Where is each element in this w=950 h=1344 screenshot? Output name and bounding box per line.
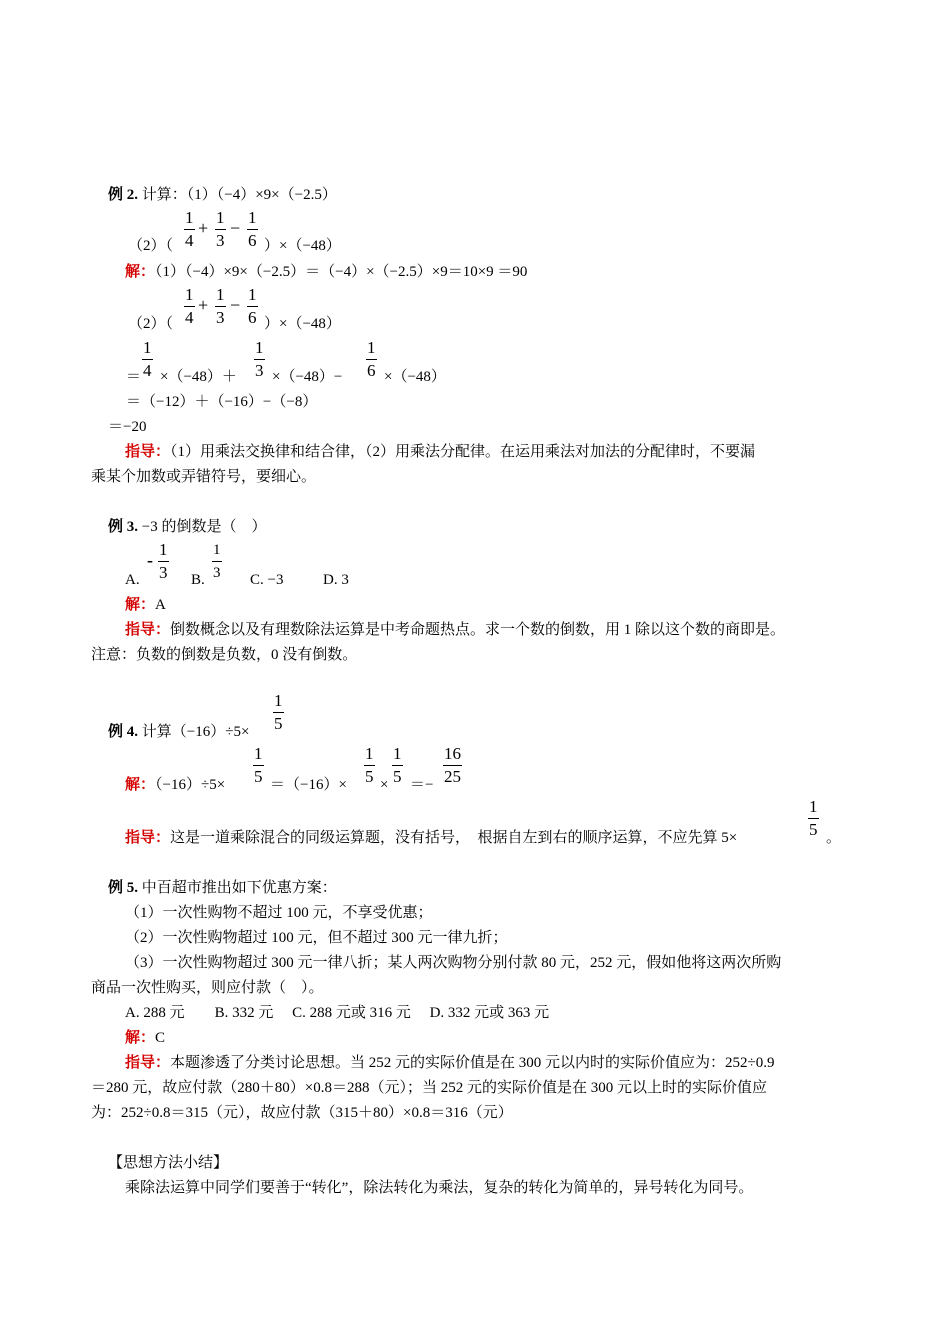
ex2-sol-frac-c: 1 6 [248,285,257,327]
ex2-q2-minus: − [230,218,241,238]
ex4-sol-frac-1: 1 5 [254,744,263,786]
ex5-solution [125,1029,165,1047]
ex4-question-text: 计算（−16）÷5× [138,724,250,740]
ex3-sol-label: 解： [125,597,156,613]
ex2-sol-frac-a: 1 4 [185,285,194,327]
ex5-guide-line-3: 为：252÷0.8＝315（元），故应付款（315＋80）×0.8＝316（元） [91,1105,513,1121]
ex3-option-a-sign: - [147,550,153,570]
ex2-step1-m2: ×（−48）− [272,369,343,385]
ex5-intro-text: 中百超市推出如下优惠方案： [138,880,337,896]
ex4-guide-text: 这是一道乘除混合的同级运算题，没有括号， 根据自左到右的顺序运算，不应先算 5× [170,830,738,846]
ex2-q2-open: （2）（ [128,238,174,254]
ex3-answer: A [155,597,166,613]
ex4-sol-frac-3: 1 5 [393,744,402,786]
ex2-sol2-close: ）×（−48） [264,316,341,332]
ex2-sol-plus: + [198,295,209,315]
ex3-question [108,518,266,536]
ex2-step1-frac-b: 1 3 [255,338,264,380]
ex3-label: 例 3. [108,519,139,535]
ex3-guide-label: 指导： [125,622,171,638]
ex2-solution-1 [125,263,527,281]
ex3-question-text: −3 的倒数是（ ） [138,519,267,535]
ex5-guide-line-2: ＝280 元，故应付款（280＋80）×0.8＝288（元）；当 252 元的实际价值是在 300 元以上时的实际价值应 [91,1080,767,1096]
ex3-option-a-frac: 1 3 [159,540,168,582]
ex4-guide-frac: 1 5 [809,797,818,839]
ex4-sol-result-frac: 16 25 [444,744,461,786]
ex3-guide-line-1 [125,621,785,639]
ex2-q2-frac-b: 1 3 [216,208,225,250]
ex2-sol1-text: （1）（−4）×9×（−2.5）＝（−4）×（−2.5）×9＝10×9 ＝90 [155,264,528,280]
ex4-sol-label: 解： [125,777,156,793]
ex3-option-d: D. 3 [323,572,349,588]
ex4-solution-start [125,776,225,794]
ex5-rule-2: （2）一次性购物超过 100 元，但不超过 300 元一律九折； [125,930,508,946]
ex2-guide-line-2: 乘某个加数或弄错符号，要细心。 [91,469,317,485]
ex3-option-b-frac: 1 3 [213,542,221,581]
ex5-rule-1: （1）一次性购物不超过 100 元，不享受优惠； [125,905,433,921]
ex2-step2: ＝（−12）＋（−16）−（−8） [126,394,318,410]
ex5-options: A. 288 元 B. 332 元 C. 288 元或 316 元 D. 332 元或 363 元 [125,1005,550,1021]
ex5-guide-line-1 [125,1054,775,1072]
ex3-option-c: C. −3 [250,572,284,588]
ex4-guide-end: 。 [826,830,842,846]
ex2-q1-text: 计算：（1）（−4）×9×（−2.5） [138,187,337,203]
ex5-answer: C [155,1030,166,1046]
ex2-label: 例 2. [108,187,139,203]
ex2-guide-line-1 [125,443,755,461]
ex2-step1-m3: ×（−48） [384,369,446,385]
ex3-guide-line-2: 注意：负数的倒数是负数，0 没有倒数。 [91,647,358,663]
ex5-rule-3-line-1: （3）一次性购物超过 300 元一律八折；某人两次购物分别付款 80 元，252 元，假如他将这两次所购 [125,955,782,971]
ex2-step1-m1: ×（−48）＋ [160,369,237,385]
ex2-step3: ＝−20 [108,419,147,435]
ex4-sol-times: × [380,777,389,793]
ex2-sol-label: 解： [125,264,156,280]
ex4-sol-part1: （−16）÷5× [155,777,226,793]
ex5-guide-text-1: 本题渗透了分类讨论思想。当 252 元的实际价值是在 300 元以内时的实际价值应为：252÷0.9 [170,1055,775,1071]
ex2-guide-text-1: （1）用乘法交换律和结合律，（2）用乘法分配律。在运用乘法对加法的分配律时，不要漏 [170,444,756,460]
ex2-step1-eq: ＝ [126,369,142,385]
ex4-question [108,723,249,741]
ex2-guide-label: 指导： [125,444,171,460]
ex3-solution [125,596,166,614]
ex3-option-a-label: A. [125,572,140,588]
ex5-guide-label: 指导： [125,1055,171,1071]
ex4-label: 例 4. [108,724,139,740]
ex5-label: 例 5. [108,880,139,896]
ex2-question-1 [108,186,337,204]
ex2-q2-plus: + [198,218,209,238]
ex2-step1-frac-c: 1 6 [367,338,376,380]
ex2-q2-close: ）×（−48） [264,238,341,254]
ex2-q2-frac-a: 1 4 [185,208,194,250]
summary-text: 乘除法运算中同学们要善于“转化”，除法转化为乘法，复杂的转化为简单的，异号转化为同号。 [125,1180,754,1196]
ex5-sol-label: 解： [125,1030,156,1046]
ex3-guide-text-1: 倒数概念以及有理数除法运算是中考命题热点。求一个数的倒数，用 1 除以这个数的商即是。 [170,622,786,638]
ex2-sol-minus: − [230,295,241,315]
ex5-rule-3-line-2: 商品一次性购买，则应付款（ ）。 [91,980,324,996]
ex5-intro [108,879,337,897]
ex4-sol-part2: ＝（−16）× [270,777,347,793]
ex4-guide [125,829,737,847]
ex3-option-b-label: B. [191,572,205,588]
ex4-sol-frac-2: 1 5 [365,744,374,786]
ex2-step1-frac-a: 1 4 [143,338,152,380]
ex2-sol-frac-b: 1 3 [216,285,225,327]
summary-title: 【思想方法小结】 [108,1155,229,1171]
ex4-question-frac: 1 5 [274,691,283,733]
ex4-sol-part3: ＝− [410,777,434,793]
ex2-sol2-open: （2）（ [128,316,174,332]
ex2-q2-frac-c: 1 6 [248,208,257,250]
ex4-guide-label: 指导： [125,830,171,846]
